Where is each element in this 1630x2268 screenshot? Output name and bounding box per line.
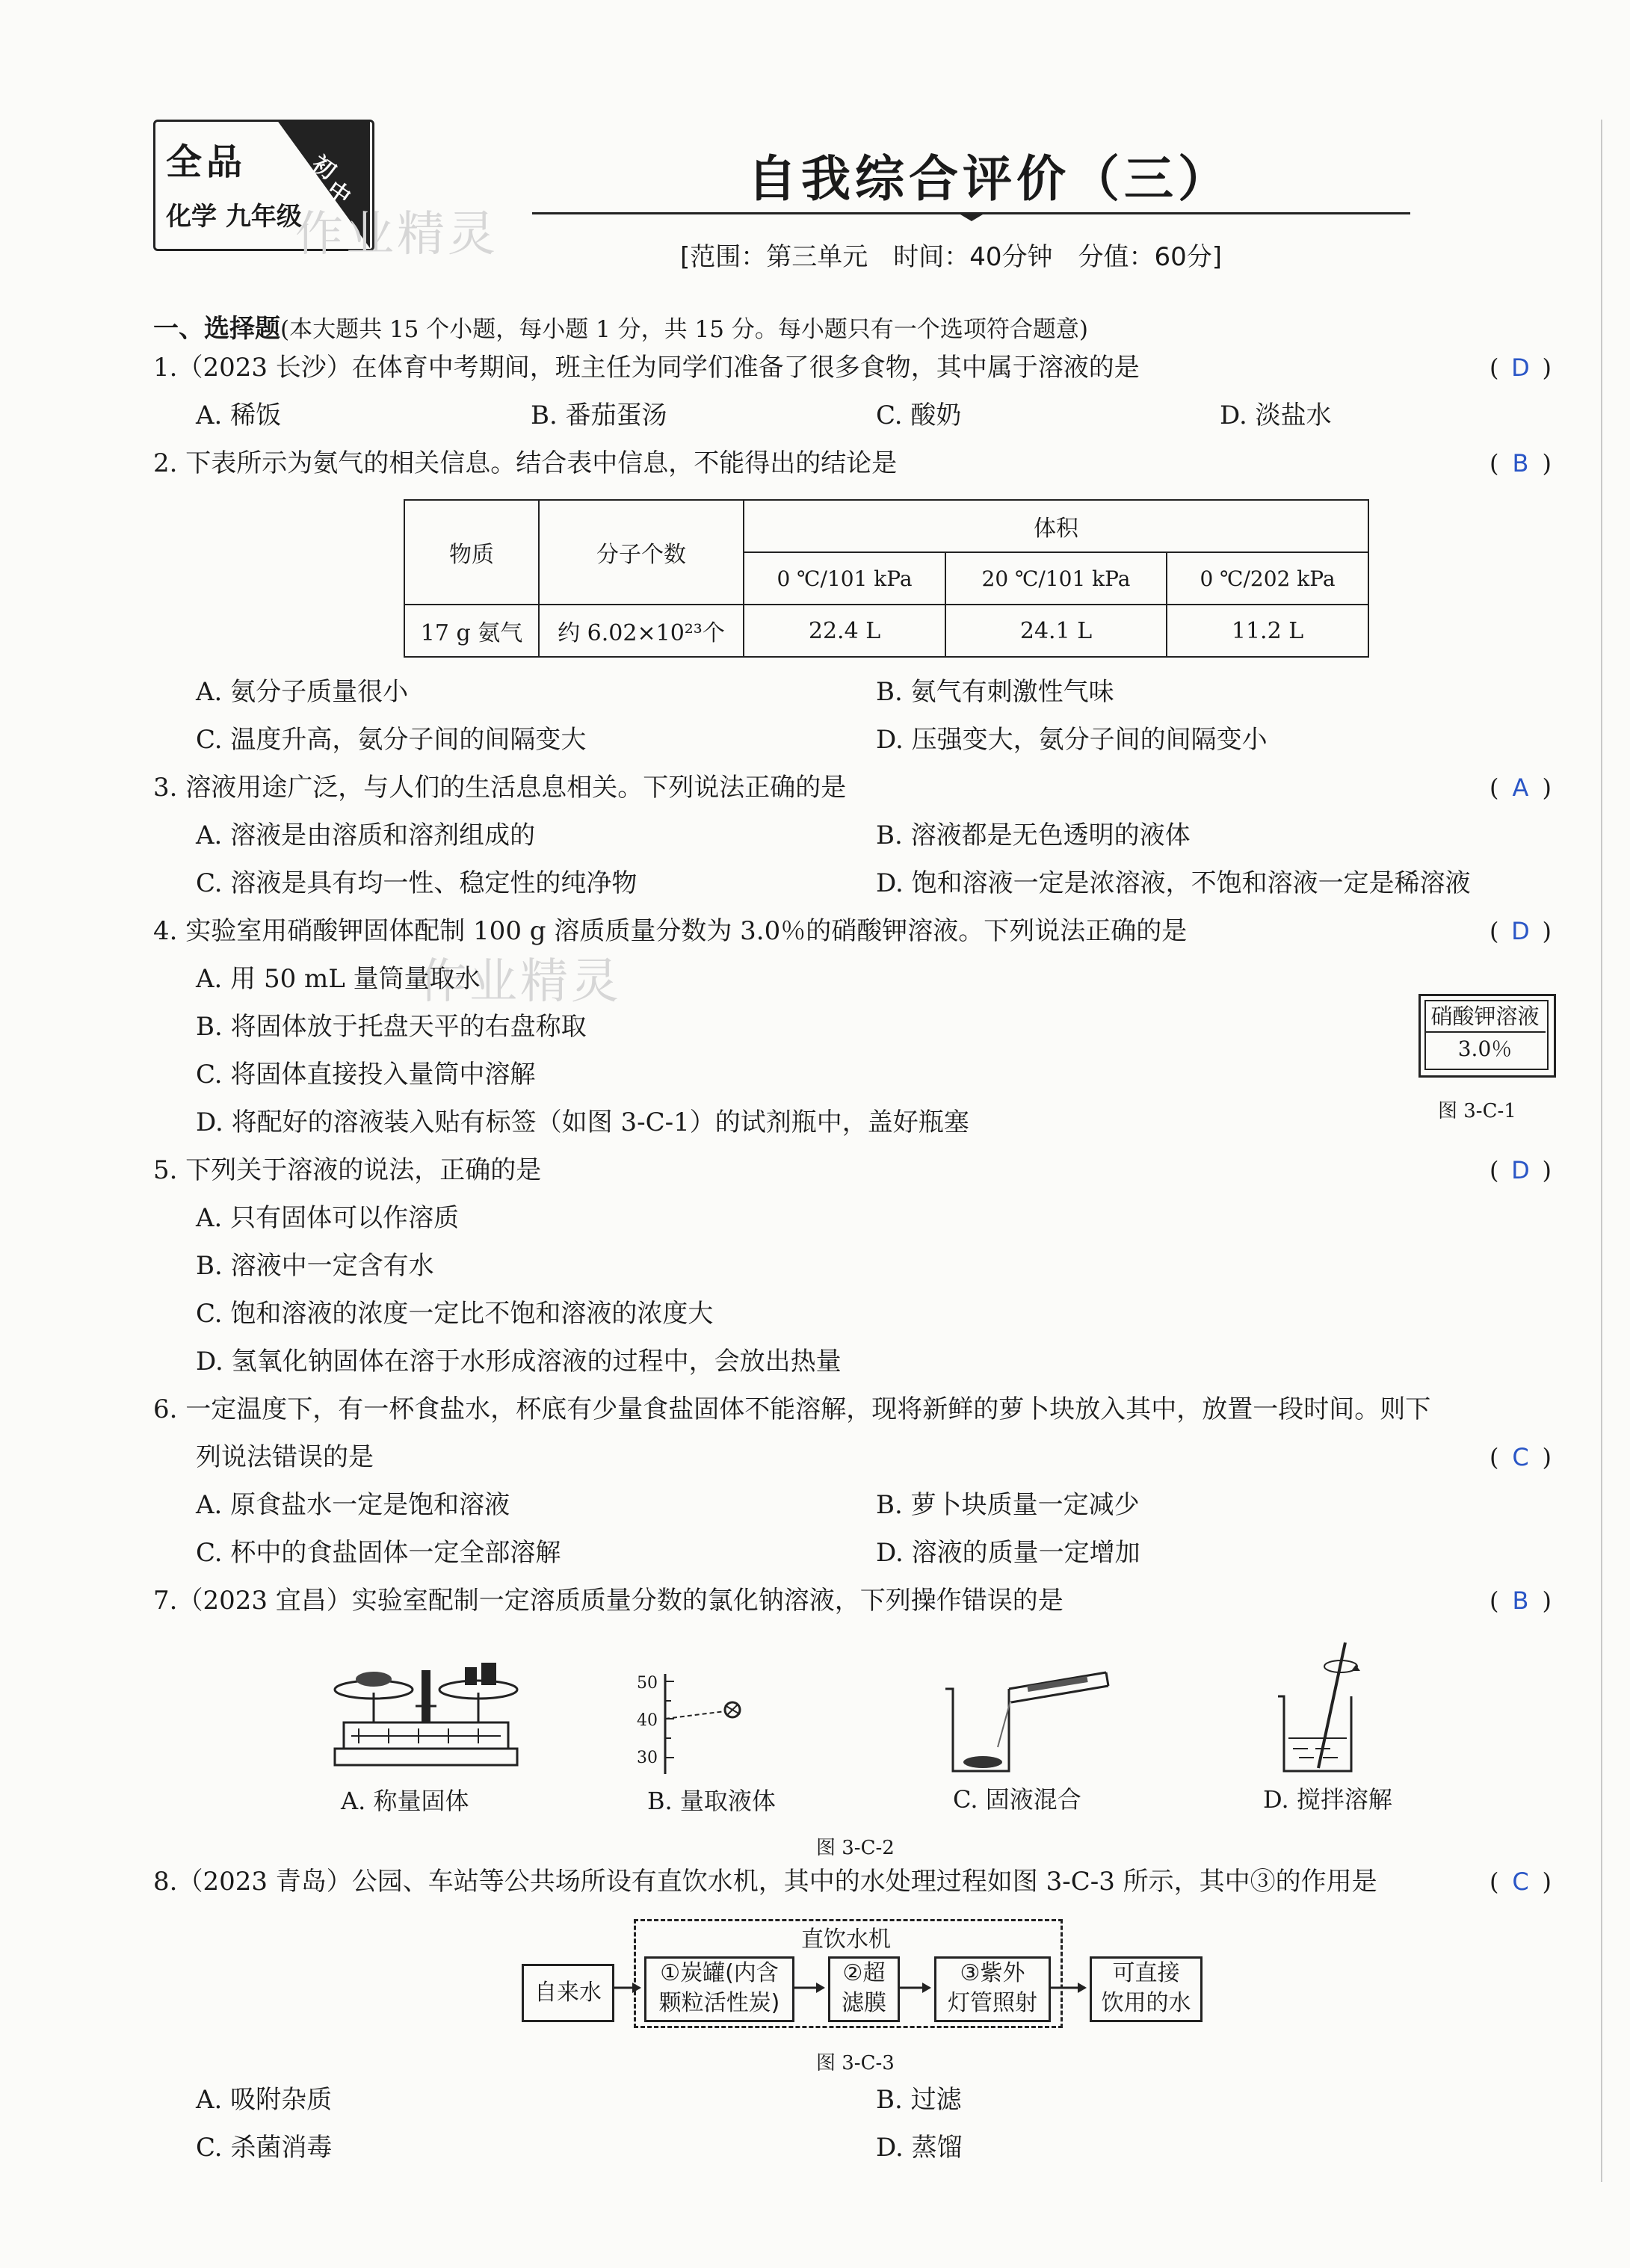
cell-volume-3: 11.2 L: [1167, 605, 1368, 657]
ammonia-table: [404, 499, 1369, 658]
flow-step-1-line2: 颗粒活性炭): [658, 1990, 780, 2016]
flow-end-line2: 饮用的水: [1101, 1990, 1191, 2016]
q2-option-d: D. 压强变大，氨分子间的间隔变小: [876, 725, 1268, 755]
mixing-illustration: [938, 1659, 1110, 1779]
header-volume: 体积: [744, 500, 1368, 552]
header-molecules: 分子个数: [539, 500, 744, 605]
margin-rule: [1601, 120, 1602, 2182]
q3-option-d: D. 饱和溶液一定是浓溶液，不饱和溶液一定是稀溶液: [876, 868, 1471, 898]
subject-grade: 化学 九年级: [166, 202, 302, 232]
question-6-answer: ( C ): [1489, 1443, 1552, 1471]
q4-option-d: D. 将配好的溶液装入贴有标签（如图 3-C-1）的试剂瓶中，盖好瓶塞: [196, 1107, 969, 1137]
question-1-stem: 1.（2023 长沙）在体育中考期间，班主任为同学们准备了很多食物，其中属于溶液的是: [153, 353, 1140, 383]
cylinder-tick-30: 30: [637, 1749, 658, 1767]
section-note: (本大题共 15 个小题，每小题 1 分，共 15 分。每小题只有一个选项符合题意): [280, 316, 1088, 343]
flow-step-1-line1: ①炭罐(内含: [660, 1960, 779, 1986]
flow-drinking-water: [1090, 1956, 1203, 2022]
question-6-stem-cont: 列说法错误的是: [196, 1442, 374, 1472]
q1-option-a: A. 稀饭: [196, 401, 282, 430]
q5-option-d: D. 氢氧化钠固体在溶于水形成溶液的过程中，会放出热量: [196, 1347, 842, 1376]
corner-char-1: 初: [306, 150, 341, 185]
question-2-stem: 2. 下表所示为氨气的相关信息。结合表中信息，不能得出的结论是: [153, 448, 898, 478]
q4-option-b: B. 将固体放于托盘天平的右盘称取: [196, 1012, 587, 1042]
q1-option-b: B. 番茄蛋汤: [531, 401, 667, 430]
dispenser-label: 直饮水机: [801, 1926, 891, 1953]
flow-step-2-line2: 滤膜: [842, 1990, 886, 2016]
answer-value: B: [1512, 449, 1529, 478]
op-label-b: B. 量取液体: [647, 1787, 776, 1815]
cylinder-tick-50: 50: [637, 1674, 658, 1693]
condition-2: 20 ℃/101 kPa: [945, 552, 1167, 605]
section-heading: [153, 308, 1088, 344]
cell-substance: 17 g 氨气: [404, 605, 539, 657]
q1-option-d: D. 淡盐水: [1220, 401, 1332, 430]
q2-option-b: B. 氨气有刺激性气味: [876, 677, 1114, 707]
flow-step-2-line1: ②超: [842, 1960, 886, 1986]
op-label-d: D. 搅拌溶解: [1263, 1785, 1392, 1814]
q8-option-c: C. 杀菌消毒: [196, 2133, 333, 2163]
question-3-answer: ( A ): [1489, 773, 1552, 802]
q4-option-c: C. 将固体直接投入量筒中溶解: [196, 1060, 536, 1090]
condition-3: 0 ℃/202 kPa: [1167, 552, 1368, 605]
flow-tap-water: 自来水: [522, 1964, 614, 2022]
q3-option-b: B. 溶液都是无色透明的液体: [876, 821, 1191, 850]
q4-option-a: A. 用 50 mL 量筒量取水: [196, 964, 481, 994]
flow-step-3-line1: ③紫外: [960, 1960, 1025, 1986]
q5-option-a: A. 只有固体可以作溶质: [196, 1203, 460, 1233]
op-label-a: A. 称量固体: [341, 1787, 469, 1815]
answer-value: D: [1511, 353, 1530, 382]
question-5-answer: ( D ): [1489, 1156, 1552, 1184]
header-substance: 物质: [404, 500, 539, 605]
question-5-stem: 5. 下列关于溶液的说法，正确的是: [153, 1155, 542, 1185]
q6-option-d: D. 溶液的质量一定增加: [876, 1538, 1140, 1568]
question-4-stem: 4. 实验室用硝酸钾固体配制 100 g 溶质质量分数为 3.0％的硝酸钾溶液。下列说法正确的是: [153, 916, 1188, 946]
question-1-answer: ( D ): [1489, 353, 1552, 382]
answer-value: D: [1511, 917, 1530, 945]
watermark-mid: 作业精灵: [419, 954, 622, 1010]
q3-option-a: A. 溶液是由溶质和溶剂组成的: [196, 821, 536, 850]
cell-molecules: 约 6.02×10²³个: [539, 605, 744, 657]
cylinder-tick-40: 40: [637, 1711, 658, 1730]
flow-arrows: [0, 1973, 1091, 2003]
question-7-answer: ( B ): [1489, 1586, 1552, 1615]
q8-option-d: D. 蒸馏: [876, 2133, 963, 2163]
question-3-stem: 3. 溶液用途广泛，与人们的生活息息相关。下列说法正确的是: [153, 773, 847, 803]
answer-value: A: [1512, 773, 1529, 802]
answer-value: C: [1512, 1867, 1529, 1896]
answer-value: D: [1511, 1156, 1530, 1184]
q5-option-b: B. 溶液中一定含有水: [196, 1251, 434, 1281]
scope-info: [范围：第三单元 时间：40分钟 分值：60分]: [680, 242, 1223, 272]
balance-illustration: [329, 1640, 523, 1771]
q5-option-c: C. 饱和溶液的浓度一定比不饱和溶液的浓度大: [196, 1299, 714, 1329]
figure-3-c-2-caption: 图 3-C-2: [816, 1837, 895, 1859]
corner-char-2: 中: [321, 176, 356, 211]
q3-option-c: C. 溶液是具有均一性、稳定性的纯净物: [196, 868, 638, 898]
q1-option-c: C. 酸奶: [876, 401, 962, 430]
answer-value: C: [1512, 1443, 1529, 1471]
figure-3-c-3-caption: 图 3-C-3: [816, 2052, 895, 2074]
q2-option-c: C. 温度升高，氨分子间的间隔变大: [196, 725, 587, 755]
op-label-c: C. 固液混合: [953, 1785, 1081, 1814]
page-title: 自我综合评价（三）: [747, 150, 1232, 208]
q6-option-a: A. 原食盐水一定是饱和溶液: [196, 1490, 510, 1520]
q2-option-a: A. 氨分子质量很小: [196, 677, 409, 707]
watermark-top: 作业精灵: [295, 207, 498, 262]
question-8-answer: ( C ): [1489, 1867, 1552, 1896]
brand-text: 全品: [166, 141, 247, 183]
section-title: 一、选择题: [153, 314, 280, 344]
q8-option-b: B. 过滤: [876, 2085, 962, 2115]
question-6-stem: 6. 一定温度下，有一杯食盐水，杯底有少量食盐固体不能溶解，现将新鲜的萝卜块放入其中，放置一段时间。则下: [153, 1394, 1431, 1424]
question-2-answer: ( B ): [1489, 449, 1552, 478]
flow-end-line1: 可直接: [1112, 1960, 1180, 1986]
answer-value: B: [1512, 1586, 1529, 1615]
figure-3-c-1-caption: 图 3-C-1: [1438, 1100, 1516, 1122]
cell-volume-2: 24.1 L: [945, 605, 1167, 657]
reagent-concentration: 3.0％: [1457, 1036, 1513, 1061]
cell-volume-1: 22.4 L: [744, 605, 945, 657]
question-7-stem: 7.（2023 宜昌）实验室配制一定溶质质量分数的氯化钠溶液，下列操作错误的是: [153, 1586, 1063, 1616]
q6-option-c: C. 杯中的食盐固体一定全部溶解: [196, 1538, 561, 1568]
q6-option-b: B. 萝卜块质量一定减少: [876, 1490, 1140, 1520]
reagent-name: 硝酸钾溶液: [1424, 1001, 1546, 1033]
title-underline-notch: [957, 212, 987, 223]
question-4-answer: ( D ): [1489, 917, 1552, 945]
condition-1: 0 ℃/101 kPa: [744, 552, 945, 605]
flow-step-3-line2: 灯管照射: [948, 1990, 1037, 2016]
q8-option-a: A. 吸附杂质: [196, 2085, 333, 2115]
question-8-stem: 8.（2023 青岛）公园、车站等公共场所设有直饮水机，其中的水处理过程如图 3-C-3 所示，其中③的作用是: [153, 1867, 1377, 1897]
stirring-illustration: [1263, 1637, 1390, 1779]
